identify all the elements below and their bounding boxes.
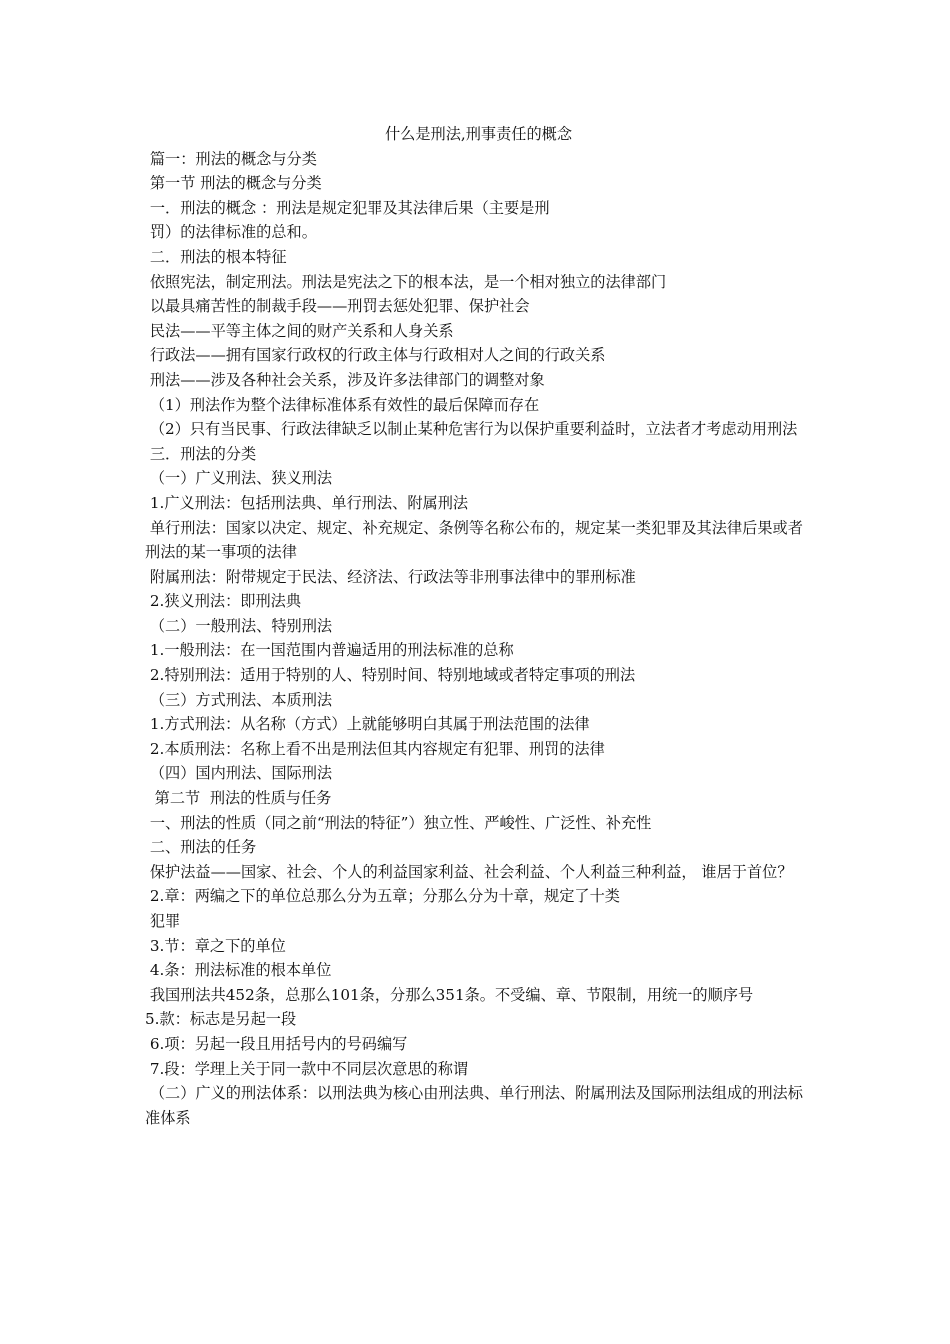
body-line: 民法——平等主体之间的财产关系和人身关系 xyxy=(145,321,454,340)
body-line: 二、刑法的任务 xyxy=(145,838,257,857)
body-line: 二．刑法的根本特征 xyxy=(145,247,287,266)
body-line: 保护法益——国家、社会、个人的利益国家利益、社会利益、个人利益三种利益， 谁居于首位？ xyxy=(145,862,793,881)
body-line: 一．刑法的概念 ：刑法是规定犯罪及其法律后果（主要是刑 xyxy=(145,198,550,217)
body-line: （2）只有当民事、行政法律缺乏以制止某种危害行为以保护重要利益时，立法者才考虑动用刑法 xyxy=(145,420,798,439)
body-line: 2.狭义刑法：即刑法典 xyxy=(145,592,302,611)
body-line: 2.章：两编之下的单位总那么分为五章；分那么分为十章，规定了十类 xyxy=(145,887,620,906)
body-line: 一、刑法的性质（同之前“刑法的特征”）独立性、严峻性、广泛性、补充性 xyxy=(145,813,652,832)
document-body xyxy=(145,147,810,1131)
body-line: 犯罪 xyxy=(145,912,181,930)
body-line: （二）广义的刑法体系：以刑法典为核心由刑法典、单行刑法、附属刑法及国际刑法组成的刑法标准体系 xyxy=(145,1084,803,1127)
document-title: 什么是刑法,刑事责任的概念 xyxy=(384,125,573,143)
body-line: 1.一般刑法：在一国范围内普遍适用的刑法标准的总称 xyxy=(145,641,514,660)
body-line: 1.广义刑法：包括刑法典、单行刑法、附属刑法 xyxy=(145,493,469,512)
body-line: 第一节 刑法的概念与分类 xyxy=(145,174,322,193)
body-line: （四）国内刑法、国际刑法 xyxy=(145,764,333,783)
body-line: 单行刑法：国家以决定、规定、补充规定、条例等名称公布的，规定某一类犯罪及其法律后果或者刑法的某一事项的法律 xyxy=(145,518,803,562)
document-page xyxy=(145,122,810,1130)
body-line: 5.款：标志是另起一段 xyxy=(145,1010,297,1029)
body-line: 依照宪法，制定刑法。刑法是宪法之下的根本法，是一个相对独立的法律部门 xyxy=(145,272,667,291)
body-line: 行政法——拥有国家行政权的行政主体与行政相对人之间的行政关系 xyxy=(145,346,606,365)
body-line: 附属刑法：附带规定于民法、经济法、行政法等非刑事法律中的罪刑标准 xyxy=(145,567,636,586)
body-line: 6.项：另起一段且用括号内的号码编写 xyxy=(145,1034,408,1053)
body-line: （一）广义刑法、狭义刑法 xyxy=(145,469,333,488)
body-line: 刑法——涉及各种社会关系，涉及许多法律部门的调整对象 xyxy=(145,370,545,389)
body-line: 2.本质刑法：名称上看不出是刑法但其内容规定有犯罪、刑罚的法律 xyxy=(145,739,605,758)
body-line: 篇一：刑法的概念与分类 xyxy=(145,149,317,168)
body-line: 三．刑法的分类 xyxy=(145,444,257,463)
body-line: 罚）的法律标准的总和。 xyxy=(145,223,317,242)
body-line: 4.条：刑法标准的根本单位 xyxy=(145,961,332,980)
body-line: （1）刑法作为整个法律标准体系有效性的最后保障而存在 xyxy=(145,395,540,414)
body-line: （三）方式刑法、本质刑法 xyxy=(145,690,333,709)
body-line: 2.特别刑法：适用于特别的人、特别时间、特别地域或者特定事项的刑法 xyxy=(145,666,636,685)
body-line: 3.节：章之下的单位 xyxy=(145,936,286,955)
body-line: 7.段：学理上关于同一款中不同层次意思的称谓 xyxy=(145,1059,469,1078)
body-line: 我国刑法共452条，总那么101条，分那么351条。不受编、章、节限制，用统一的顺序号 xyxy=(145,985,754,1004)
body-line: 1.方式刑法：从名称（方式）上就能够明白其属于刑法范围的法律 xyxy=(145,715,590,734)
body-line: 第二节 刑法的性质与任务 xyxy=(145,789,332,808)
body-line: 以最具痛苦性的制裁手段——刑罚去惩处犯罪、保护社会 xyxy=(145,297,530,316)
body-line: （二）一般刑法、特别刑法 xyxy=(145,616,333,635)
